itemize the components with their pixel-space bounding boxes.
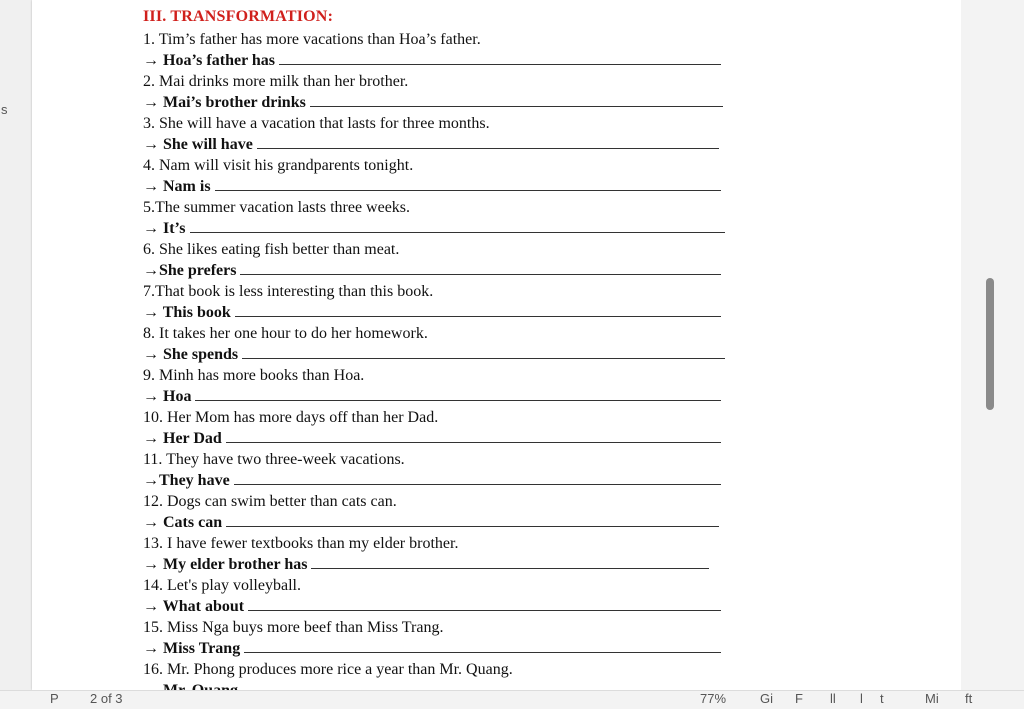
- question-text: 5.The summer vacation lasts three weeks.: [143, 199, 411, 216]
- side-margin-mark: s: [1, 102, 8, 117]
- answer-line: [143, 386, 721, 407]
- answer-prompt: → Her Dad: [143, 430, 222, 447]
- status-item-3[interactable]: ll: [830, 691, 836, 706]
- answer-line: [143, 134, 719, 155]
- section-heading: III. TRANSFORMATION:: [143, 8, 334, 25]
- question-text: 7.That book is less interesting than this book.: [143, 283, 434, 300]
- answer-line: [143, 344, 725, 365]
- question-text: 3. She will have a vacation that lasts for three months.: [143, 115, 490, 132]
- answer-prompt: → This book: [143, 304, 231, 321]
- answer-prompt: → My elder brother has: [143, 556, 308, 573]
- answer-line: [143, 470, 721, 491]
- answer-prompt: → What about: [143, 598, 245, 615]
- answer-prompt: → Cats can: [143, 514, 223, 531]
- answer-blank: [257, 134, 719, 149]
- question-text: 15. Miss Nga buys more beef than Miss Trang.: [143, 619, 444, 636]
- answer-prompt: → She will have: [143, 136, 253, 153]
- question-text: 14. Let's play volleyball.: [143, 577, 301, 594]
- answer-line: [143, 596, 721, 617]
- answer-line: [143, 302, 721, 323]
- question-text: 1. Tim’s father has more vacations than Hoa’s father.: [143, 31, 481, 48]
- answer-line: [143, 260, 721, 281]
- status-item-2[interactable]: F: [795, 691, 803, 706]
- answer-blank: [234, 470, 721, 485]
- status-item-7[interactable]: ft: [965, 691, 973, 706]
- status-item-4[interactable]: l: [860, 691, 863, 706]
- question-text: 16. Mr. Phong produces more rice a year than Mr. Quang.: [143, 661, 513, 678]
- answer-blank: [311, 554, 709, 569]
- answer-blank: [279, 50, 721, 65]
- answer-prompt: →She prefers: [143, 262, 237, 279]
- question-text: 4. Nam will visit his grandparents tonight.: [143, 157, 414, 174]
- answer-line: [143, 50, 721, 71]
- question-text: 8. It takes her one hour to do her homework.: [143, 325, 428, 342]
- answer-prompt: → It’s: [143, 220, 186, 237]
- status-zoom[interactable]: 77%: [700, 691, 727, 706]
- question-text: 11. They have two three-week vacations.: [143, 451, 405, 468]
- left-gutter: [0, 0, 32, 708]
- answer-blank: [215, 176, 721, 191]
- status-page-label: P: [50, 691, 59, 706]
- answer-blank: [242, 344, 725, 359]
- answer-blank: [248, 596, 721, 611]
- question-text: 9. Minh has more books than Hoa.: [143, 367, 365, 384]
- answer-prompt: → Nam is: [143, 178, 211, 195]
- question-text: 13. I have fewer textbooks than my elder brother.: [143, 535, 459, 552]
- answer-line: [143, 218, 725, 239]
- answer-blank: [195, 386, 721, 401]
- answer-line: [143, 176, 721, 197]
- answer-line: [143, 428, 721, 449]
- status-item-1[interactable]: Gi: [760, 691, 773, 706]
- answer-line: [143, 638, 721, 659]
- question-text: 6. She likes eating fish better than meat.: [143, 241, 400, 258]
- answer-line: [143, 554, 709, 575]
- answer-prompt: → Mai’s brother drinks: [143, 94, 306, 111]
- answer-line: [143, 92, 723, 113]
- status-bar: [0, 690, 1024, 709]
- answer-line: [143, 512, 719, 533]
- status-item-5[interactable]: t: [880, 691, 884, 706]
- status-item-6[interactable]: Mi: [925, 691, 939, 706]
- answer-blank: [226, 428, 721, 443]
- question-text: 2. Mai drinks more milk than her brother.: [143, 73, 409, 90]
- answer-prompt: → Miss Trang: [143, 640, 241, 657]
- answer-blank: [190, 218, 725, 233]
- answer-prompt: → She spends: [143, 346, 239, 363]
- answer-blank: [244, 638, 721, 653]
- answer-blank: [235, 302, 721, 317]
- question-text: 12. Dogs can swim better than cats can.: [143, 493, 397, 510]
- answer-blank: [240, 260, 721, 275]
- status-page-count: 2 of 3: [90, 691, 123, 706]
- answer-prompt: → Hoa: [143, 388, 192, 405]
- answer-prompt: → Hoa’s father has: [143, 52, 275, 69]
- answer-blank: [226, 512, 719, 527]
- answer-blank: [310, 92, 723, 107]
- answer-prompt: →They have: [143, 472, 230, 489]
- scrollbar-thumb[interactable]: [986, 278, 994, 410]
- question-text: 10. Her Mom has more days off than her Dad.: [143, 409, 439, 426]
